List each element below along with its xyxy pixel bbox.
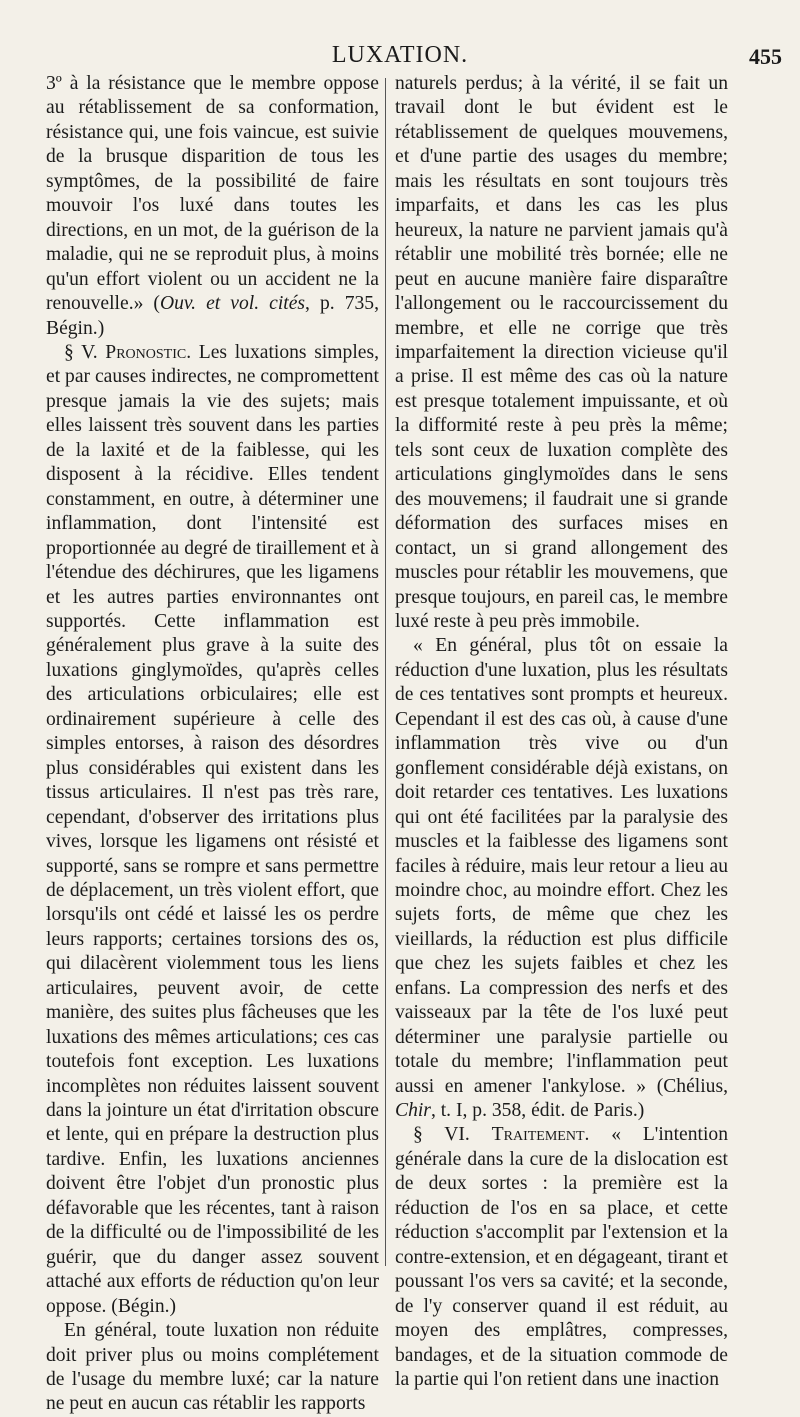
citation-end: , p. 735, Bégin.): [46, 293, 380, 339]
paragraph-chelius-quote: [395, 634, 728, 1123]
paragraph-naturels: naturels perdus; à la vérité, il se fait un travail dont le but évident est le rétablissement de quelques mouvemens, et d'une partie des usages du membre; mais les résultats en sont toujours très imparfaits, et dans les cas les plus heureux, la nature ne parvient jamais qu'à rétablir une mobilité très bornée; elle ne peut en aucune manière faire disparaître l'allongement ou le raccourcissement du membre, et elle ne corrige que très imparfaitement la direction vicieuse qu'il a prise. Il est même des cas où la nature est presque totalement impuissante, et où la difformité reste à peu près la même; tels sont ceux de luxation complète des articulations ginglymoïdes dans le sens des mouvemens; il faudrait une si grande déformation des surfaces mises en contact, un si grand allongement des muscles pour rétablir les mouvemens, que presque toujours, en pareil cas, le membre luxé reste à peu près immobile.: [395, 73, 728, 632]
column-divider: [385, 78, 386, 1266]
section-number: § V.: [64, 341, 106, 363]
section-traitement: [395, 1123, 728, 1392]
paragraph-text: 3º à la résistance que le membre oppose au rétablissement de sa conformation, résistance qui, une fois vaincue, est suivie de la brusque disparition de tous les symptômes, de la possibilité de faire mouvoir l'os luxé dans toutes les directions, en un mot, de la guérison de la maladie, qui ne se reproduit plus, à moins qu'un effort violent ou un accident ne la renouvelle.» (: [46, 73, 379, 315]
section-number: § VI.: [413, 1124, 492, 1146]
citation-title: Ouv. et vol. cités: [159, 293, 306, 315]
running-title: LUXATION.: [331, 42, 469, 68]
paragraph-en-general: En général, toute luxation non réduite doit priver plus ou moins complétement de l'usage du membre luxé; car la nature ne peut en aucun cas rétablir les rapports: [46, 1320, 379, 1415]
paragraph-text: « L'intention générale dans la cure de la dislocation est de deux sortes : la première est la réduction de l'os en sa place, et cette réduction s'accomplit par l'extension et la contre-extension, et en dégageant, tirant et poussant l'os vers sa cavité; et la seconde, de l'y conserver quand il est réduit, au moyen des emplâtres, compresses, bandages, et de la situation commode de la partie qui l'on retient dans une inaction: [395, 1124, 728, 1391]
page-header: [0, 42, 800, 72]
citation-end: , t. I, p. 358, édit. de Paris.): [430, 1100, 645, 1122]
paragraph-resistance: [46, 72, 379, 341]
section-pronostic: [46, 341, 379, 1319]
section-heading: Traitement.: [491, 1124, 590, 1146]
page-number: 455: [749, 44, 782, 69]
paragraph-text: Les luxations simples, et par causes indirectes, ne compromettent presque jamais la vie des sujets; mais elles laissent très souvent dans les parties de la laxité et de la faiblesse, qui les disposent à la récidive. Elles tendent constamment, en outre, à déterminer une inflammation, dont l'intensité est proportionnée au degré de tiraillement et à l'étendue des déchirures, que les ligamens et les autres parties environnantes ont supportés. Cette inflammation est généralement plus grave à la suite des luxations ginglymoïdes, qu'après celles des articulations orbiculaires; elle est ordinairement supérieure à celle des simples entorses, à raison des désordres plus considérables qui existent dans les tissus articulaires. Il n'est pas très rare, cependant, d'observer des irritations plus vives, lorsque les ligamens ont résisté et supporté, sans se rompre et sans permettre de déplacement, un très violent effort, que lorsqu'ils ont cédé et laissé les os perdre leurs rapports; certaines torsions des os, qui dilacèrent violemment tous les liens articulaires, peuvent avoir, de cette manière, des suites plus fâcheuses que les luxations des mêmes articulations; ces cas toutefois font exception. Les luxations incomplètes non réduites laissent souvent dans la jointure un état d'irritation obscure et lente, qui en prépare la destruction plus tardive. Enfin, les luxations anciennes doivent être l'objet d'un pronostic plus défavorable que les récentes, tant à raison de la difficulté ou de l'impossibilité de les guérir, que du danger assez souvent attaché aux efforts de réduction qu'on leur oppose. (Bégin.): [46, 341, 379, 1317]
left-column: [46, 72, 380, 1415]
section-heading: Pronostic.: [105, 341, 192, 363]
citation-title: Chir: [395, 1100, 431, 1122]
paragraph-text: « En général, plus tôt on essaie la réduction d'une luxation, plus les résultats de ces tentatives sont prompts et heureux. Cependant il est des cas où, à cause d'une inflammation très vive ou d'un gonflement considérable déjà existans, on doit retarder ces tentatives. Les luxations qui ont été facilitées par la paralysie des muscles et la faiblesse des ligamens sont faciles à réduire, mais leur retour a lieu au moindre choc, au moindre effort. Chez les sujets forts, de même que chez les vieillards, la réduction est plus difficile que chez les sujets faibles et chez les enfans. La compression des nerfs et des vaisseaux par la tête de l'os luxé peut déterminer une paralysie partielle ou totale du membre; l'inflammation peut aussi en amener l'ankylose. » (Chélius,: [395, 635, 728, 1097]
right-column: [395, 72, 728, 1391]
